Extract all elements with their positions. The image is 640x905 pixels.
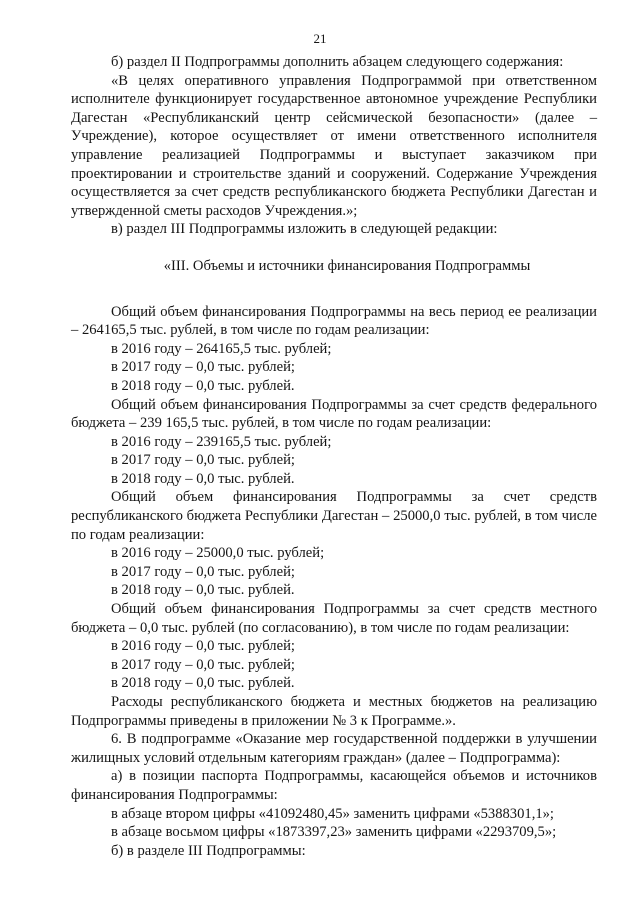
- paragraph-institution-text: «В целях оперативного управления Подпрограммой при ответственном исполнителе функционирует государственное автономное учреждение Республики Дагестан «Республиканский центр сейсмической безопасности» (далее – Учреждение), которое осуществляет от имени ответственного исполнителя управление реализацией Подпрограммы и выступает заказчиком при проектировании и строительстве зданий и сооружений. Содержание Учреждения осуществляется за счет средств республиканского бюджета Республики Дагестан и утвержденной сметы расходов Учреждения.»;: [71, 72, 597, 219]
- paragraph-passport-position: а) в позиции паспорта Подпрограммы, касающейся объемов и источников финансирования Подпрограммы:: [71, 768, 597, 803]
- paragraph-total-funding: Общий объем финансирования Подпрограммы на весь период ее реализации – 264165,5 тыс. рублей, в том числе по годам реализации:: [71, 303, 597, 339]
- paragraph-republic-funding: Общий объем финансирования Подпрограммы за счет средств республиканского бюджета Республики Дагестан – 25000,0 тыс. рублей, в том числе по годам реализации:: [71, 489, 597, 543]
- list-item: в 2018 году – 0,0 тыс. рублей.: [111, 582, 295, 599]
- list-item: в 2017 году – 0,0 тыс. рублей;: [111, 563, 295, 580]
- paragraph-subprogram-6: 6. В подпрограмме «Оказание мер государственной поддержки в улучшении жилищных условий отдельным категориям граждан» (далее – Подпрограмма):: [71, 731, 597, 766]
- list-item: в 2016 году – 264165,5 тыс. рублей;: [111, 340, 332, 357]
- paragraph-section-2-amendment: б) раздел II Подпрограммы дополнить абзацем следующего содержания:: [111, 54, 564, 70]
- list-item: в 2017 году – 0,0 тыс. рублей;: [111, 656, 295, 673]
- page-number: 21: [313, 31, 327, 46]
- list-item: в 2016 году – 0,0 тыс. рублей;: [111, 638, 295, 655]
- paragraph-section-3-amendment: в) раздел III Подпрограммы изложить в следующей редакции:: [111, 221, 498, 238]
- paragraph-section-3-sub: б) в разделе III Подпрограммы:: [111, 842, 306, 859]
- document-body: [71, 53, 597, 860]
- list-item: в абзаце восьмом цифры «1873397,23» заменить цифрами «2293709,5»;: [111, 824, 557, 841]
- list-item: в абзаце втором цифры «41092480,45» заменить цифрами «5388301,1»;: [111, 805, 554, 822]
- list-item: в 2017 году – 0,0 тыс. рублей;: [111, 359, 295, 376]
- paragraph-federal-funding: Общий объем финансирования Подпрограммы за счет средств федерального бюджета – 239 165,5 тыс. рублей, в том числе по годам реализации:: [71, 396, 597, 432]
- paragraph-local-funding: Общий объем финансирования Подпрограммы за счет средств местного бюджета – 0,0 тыс. рублей (по согласованию), в том числе по годам реализации:: [71, 601, 597, 636]
- list-item: в 2018 году – 0,0 тыс. рублей.: [111, 470, 295, 487]
- section-heading: «III. Объемы и источники финансирования Подпрограммы: [163, 257, 531, 274]
- list-item: в 2016 году – 239165,5 тыс. рублей;: [111, 433, 332, 450]
- paragraph-expenses: Расходы республиканского бюджета и местных бюджетов на реализацию Подпрограммы приведены в приложении № 3 к Программе.».: [71, 694, 597, 729]
- list-item: в 2018 году – 0,0 тыс. рублей.: [111, 377, 295, 394]
- list-item: в 2016 году – 25000,0 тыс. рублей;: [111, 545, 325, 562]
- list-item: в 2017 году – 0,0 тыс. рублей;: [111, 452, 295, 469]
- list-item: в 2018 году – 0,0 тыс. рублей.: [111, 675, 295, 692]
